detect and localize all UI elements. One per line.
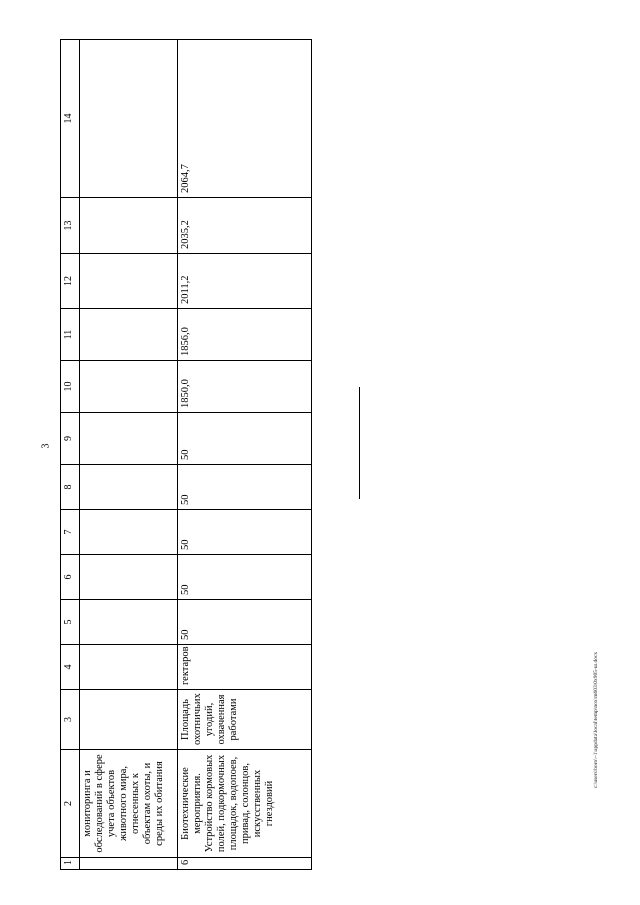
header-cell: 6 [61,555,80,600]
value-cell: 50 [178,555,312,600]
table-cell [80,600,178,645]
table-cell [80,413,178,465]
separator-line [359,387,360,499]
header-cell: 7 [61,510,80,555]
value-cell: 2064,7 [178,40,312,198]
table-cell [80,465,178,510]
header-cell: 9 [61,413,80,465]
header-cell: 11 [61,309,80,361]
table-cell [80,361,178,413]
data-table-rotated [60,40,312,870]
data-table [60,39,312,870]
table-cell [80,198,178,254]
unit-cell: гектаров [178,645,312,690]
table-cell [80,254,178,309]
table-row-continuation [80,40,178,870]
header-cell: 10 [61,361,80,413]
value-cell: 1850,0 [178,361,312,413]
footer-file-path: c:\users\boro\~1\appdata\local\temp\nox\m603\0x905-ш.docx [593,651,599,789]
value-cell: 50 [178,465,312,510]
activity-description-cell: мониторинга и обследований в сфере учета объектов животного мира, отнесенных к объектам охоты, и среды их обитания [80,750,178,858]
table-cell [80,309,178,361]
header-cell: 12 [61,254,80,309]
value-cell: 2011,2 [178,254,312,309]
header-cell: 5 [61,600,80,645]
activity-description-cell: Биотехнические мероприятия. Устройство кормовых полей, подкормочных площадок, водопоев, привад, солонцов, искусственных гнездовий [178,750,312,858]
header-cell: 4 [61,645,80,690]
indicator-cell: Площадь охотничьих угодий, охваченная работами [178,690,312,750]
table-header-row [61,40,80,870]
page-number: 3 [40,443,52,449]
value-cell: 1856,0 [178,309,312,361]
table-row-6 [178,40,312,870]
value-cell: 2035,2 [178,198,312,254]
table-cell [80,510,178,555]
header-cell: 14 [61,40,80,198]
value-cell: 50 [178,600,312,645]
table-cell [80,555,178,600]
header-cell: 8 [61,465,80,510]
header-cell: 1 [61,858,80,870]
header-cell: 2 [61,750,80,858]
header-cell: 13 [61,198,80,254]
row-number-cell [80,858,178,870]
value-cell: 50 [178,413,312,465]
table-cell [80,40,178,198]
row-number-cell: 6 [178,858,312,870]
value-cell: 50 [178,510,312,555]
table-cell [80,645,178,690]
header-cell: 3 [61,690,80,750]
table-cell [80,690,178,750]
